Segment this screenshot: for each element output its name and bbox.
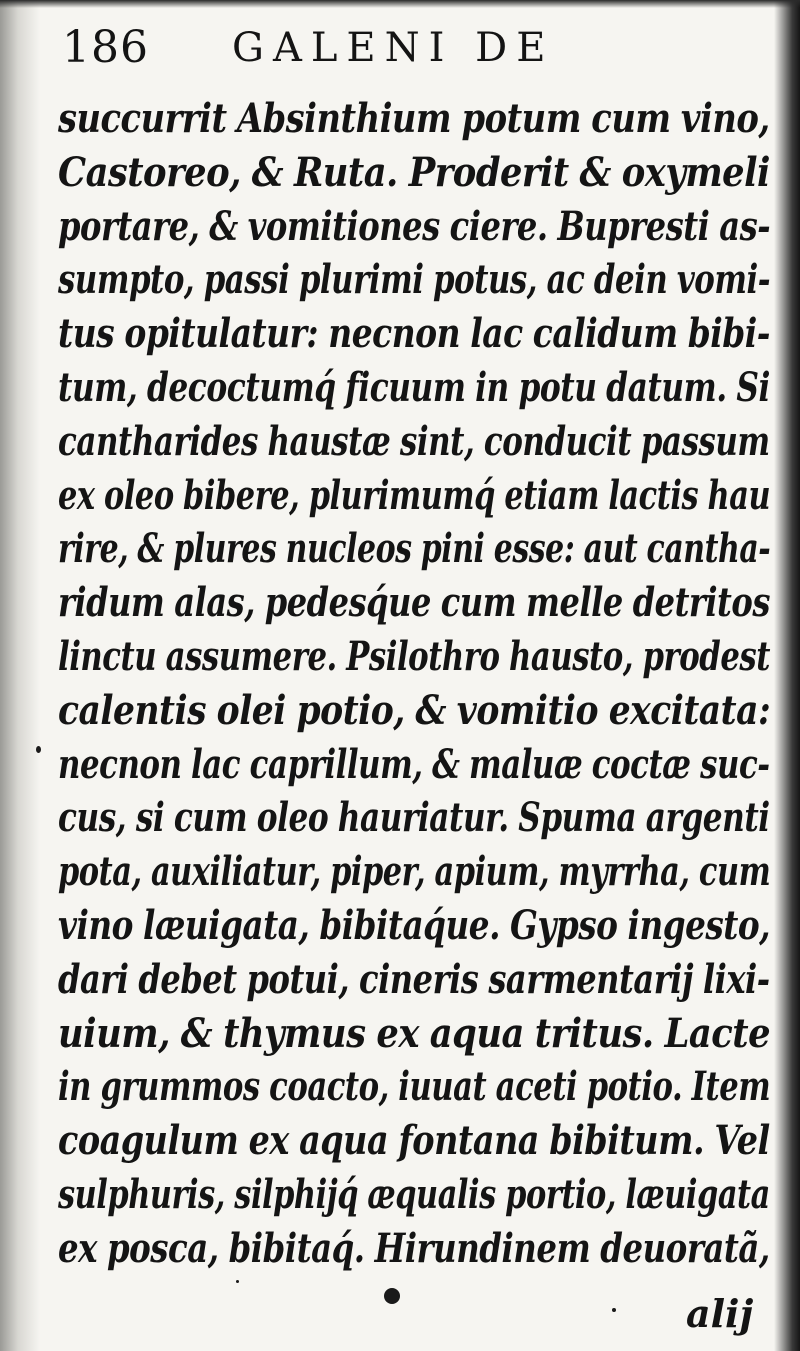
running-title: GALENI DE [232,25,555,71]
text-line: calentis olei potio, & vomitio excitata: [58,685,771,734]
text-line: ridum alas, pedesq́ue cum melle detritos [58,578,770,627]
text-line: coagulum ex aqua fontana bibitum. Vel [58,1116,770,1165]
ink-speck [384,1288,400,1304]
text-line: uium, & thymus ex aqua tritus. Lacte [58,1008,771,1057]
text-line: tus opitulatur: necnon lac calidum bibi- [58,309,770,358]
text-line: ex posca, bibitaq́. Hirundinem deuoratã, [58,1223,770,1272]
text-line: dari debet potui, cineris sarmentarij lixi- [58,954,770,1003]
gutter-shadow [0,0,40,1351]
ink-speck [36,746,41,753]
text-line: in grummos coacto, iuuat aceti potio. Item [58,1062,771,1111]
text-line: ex oleo bibere, plurimumq́ etiam lactis hau [58,470,771,519]
text-line: Castoreo, & Ruta. Proderit & oxymeli [58,147,770,196]
text-line: succurrit Absinthium potum cum vino, [58,94,770,142]
text-line: sumpto, passi plurimi potus, ac dein vomi- [58,255,771,304]
running-head [62,18,742,78]
ink-speck [612,1308,616,1312]
text-line: sulphuris, silphijq́ æqualis portio, læuigata [58,1169,770,1218]
text-line: tum, decoctumq́ ficuum in potu datum. Si [58,362,770,411]
text-line: vino læuigata, bibitaq́ue. Gypso ingesto, [58,900,771,949]
ink-speck [236,1280,239,1283]
page-edge-shadow [774,0,800,1351]
page-number: 186 [62,22,149,73]
text-line: pota, auxiliatur, piper, apium, myrrha, cum [58,847,771,896]
text-line: rire, & plures nucleos pini esse: aut cantha- [58,524,771,573]
text-line: linctu assumere. Psilothro hausto, prodest [58,631,770,680]
text-line: cantharides haustæ sint, conducit passum [58,416,770,465]
text-line: necnon lac caprillum, & maluæ coctæ suc- [58,739,770,788]
catchword: alij [686,1291,754,1336]
body-text [58,92,770,1276]
text-line: cus, si cum oleo hauriatur. Spuma argenti [58,793,770,842]
text-line: portare, & vomitiones ciere. Bupresti as- [58,201,771,250]
top-edge-shadow [0,0,800,8]
